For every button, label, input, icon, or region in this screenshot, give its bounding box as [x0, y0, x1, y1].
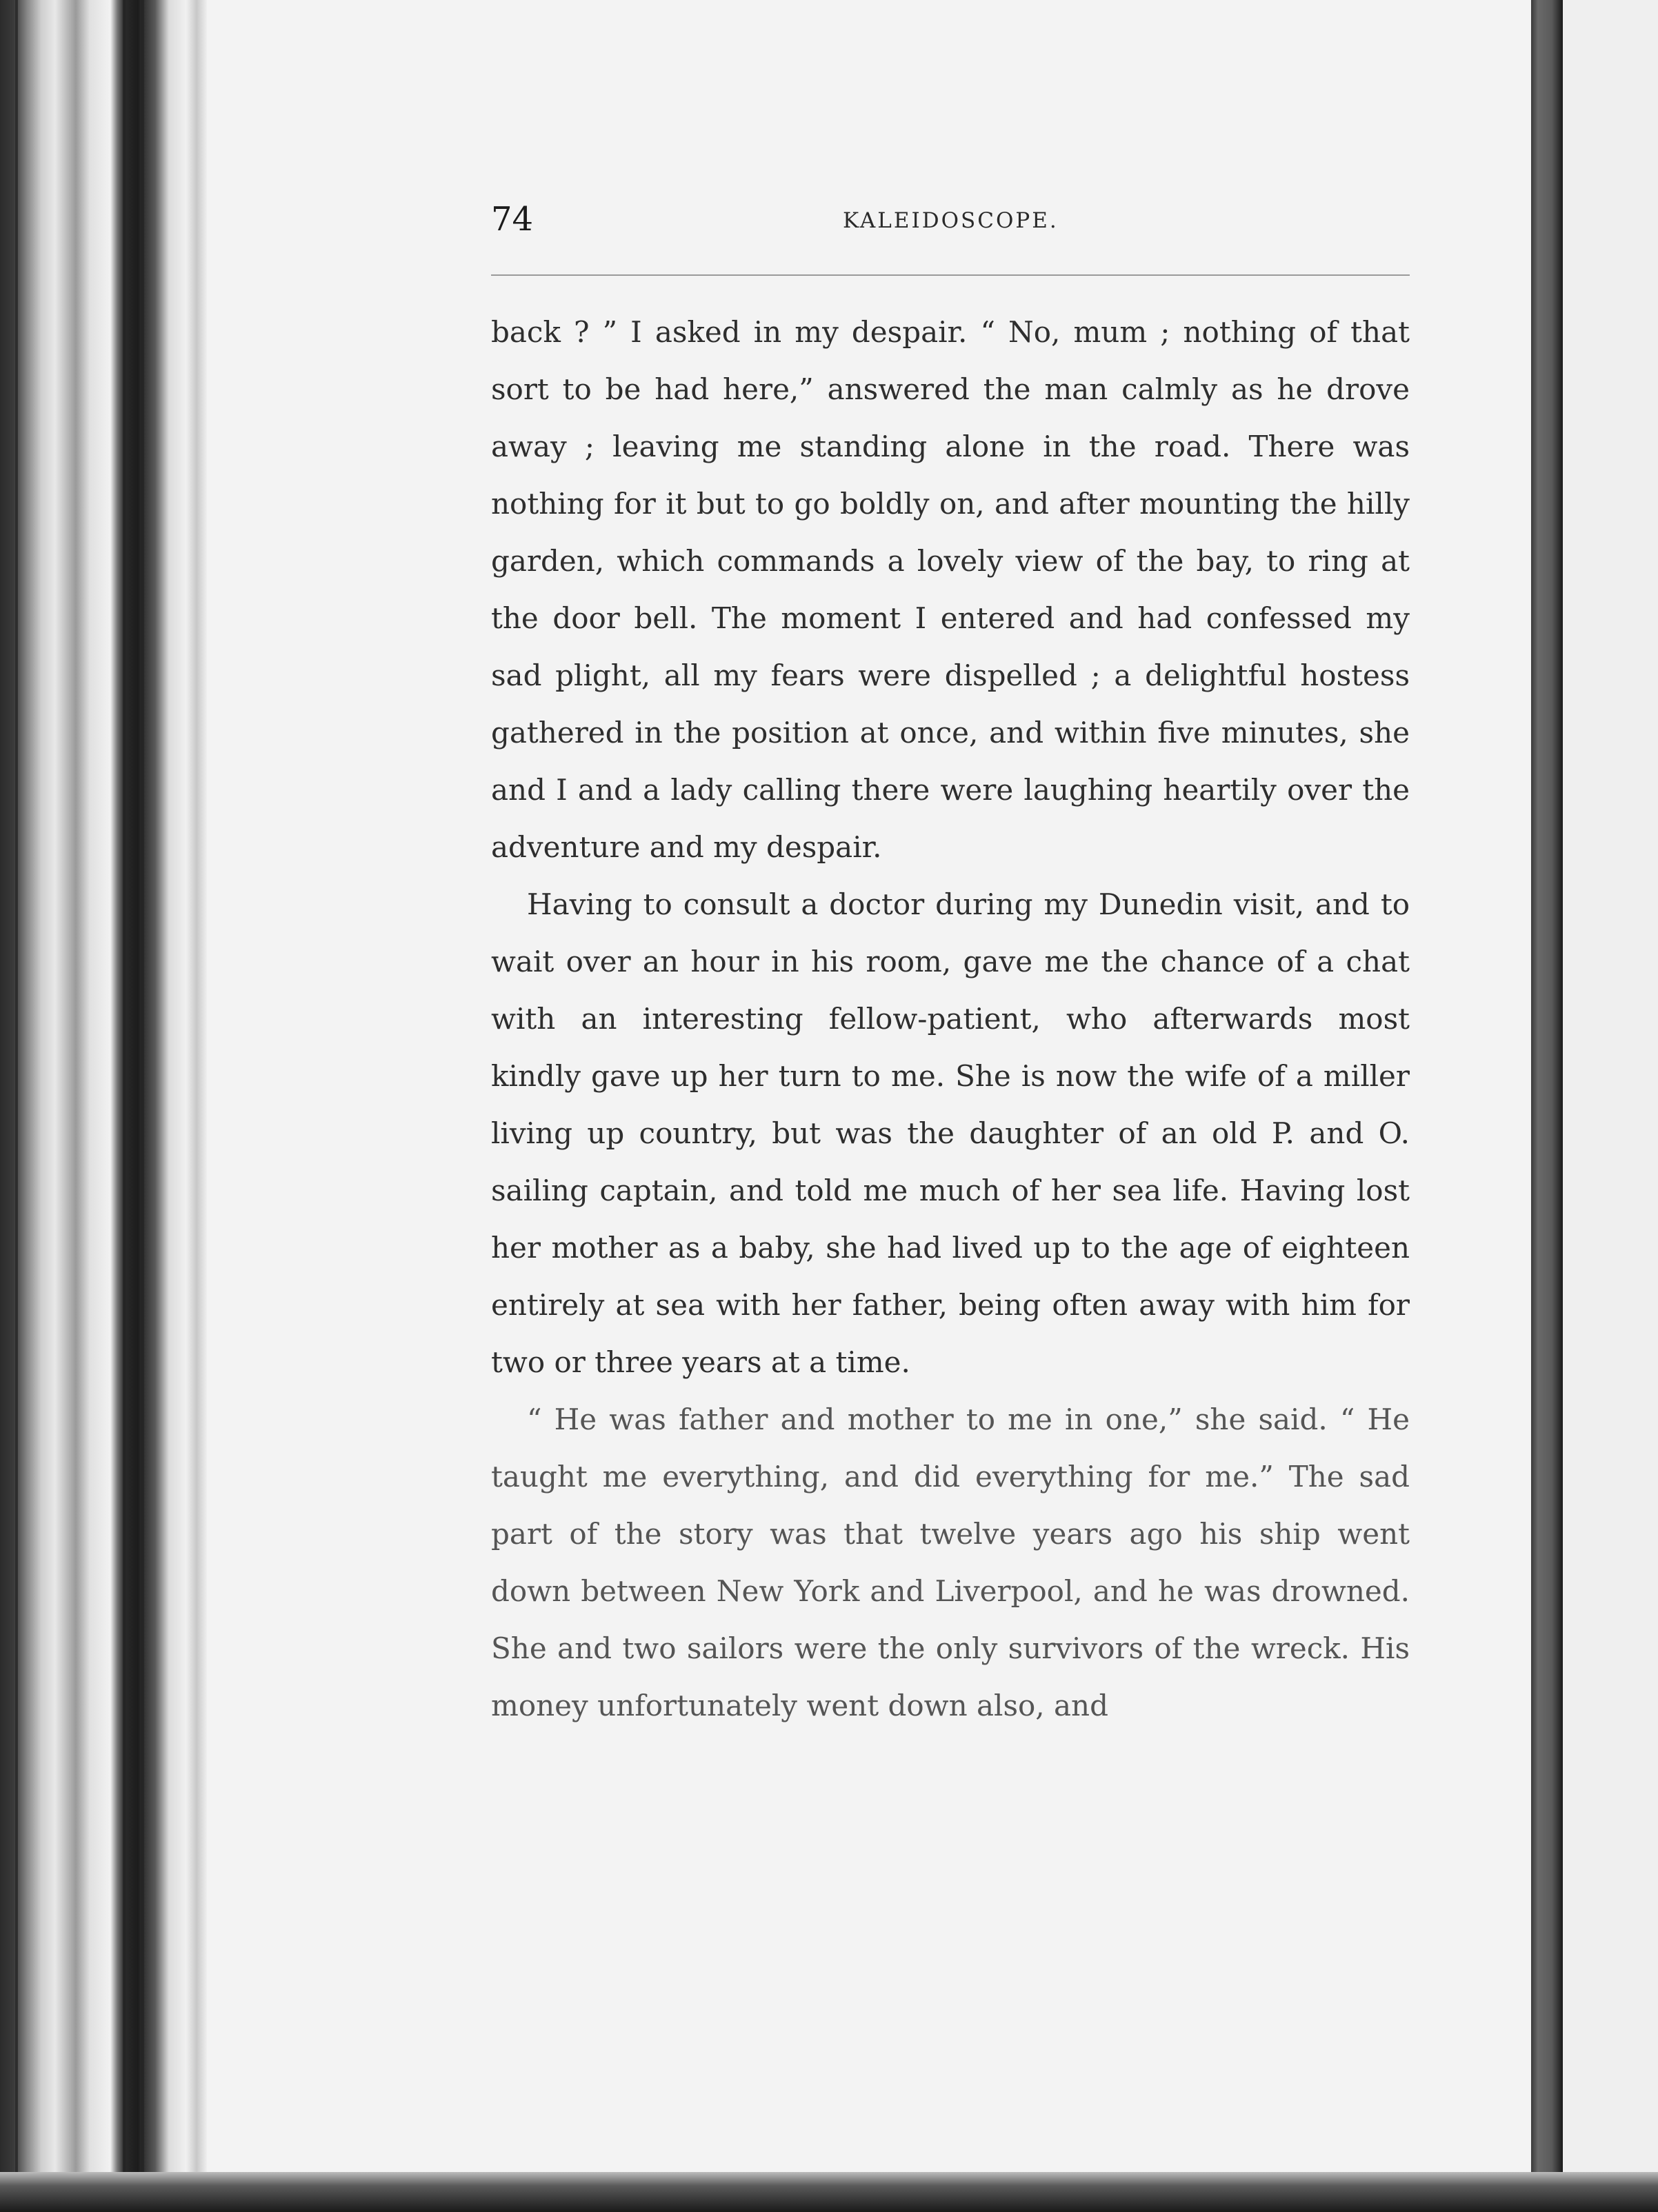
paragraph: “ He was father and mother to me in one,” she said. “ He taught me everything, and did everything for me.” The sad part of the story was that twelve years ago his ship went down between New York and Liverpool, and he was drowned. She and two sailors were the only survivors of the wreck. His money unfortunately went down also, and	[491, 1402, 1410, 1722]
binding-edge-line	[123, 0, 126, 2212]
page-header	[491, 200, 1410, 255]
binding-edge-line	[15, 0, 18, 2212]
page-bottom-shadow	[0, 2172, 1658, 2212]
running-title: KALEIDOSCOPE.	[843, 208, 1059, 233]
binding-edge-line	[141, 0, 144, 2212]
facing-page-margin	[1563, 0, 1658, 2172]
paragraph: back ? ” I asked in my despair. “ No, mum ; nothing of that sort to be had here,” answered the man calmly as he drove away ; leaving me standing alone in the road. There was nothing for it but to go boldly on, and after mounting the hilly garden, which commands a lovely view of the bay, to ring at the door bell. The moment I entered and had confessed my sad plight, all my fears were dispelled ; a delightful hostess gathered in the position at once, and within five minutes, she and I and a lady calling there were laughing heartily over the adventure and my despair.	[491, 315, 1410, 864]
paragraph: Having to consult a doctor during my Dunedin visit, and to wait over an hour in his room, gave me the chance of a chat with an interesting fellow-patient, who afterwards most kindly gave up her turn to me. She is now the wife of a miller living up country, but was the daughter of an old P. and O. sailing captain, and told me much of her sea life. Having lost her mother as a baby, she had lived up to the age of eighteen entirely at sea with her father, being often away with him for two or three years at a time.	[491, 887, 1410, 1379]
header-rule	[491, 274, 1410, 276]
body-text	[491, 303, 1410, 1734]
book-binding-gutter	[0, 0, 207, 2212]
page-number: 74	[491, 200, 534, 239]
page-right-edge	[1531, 0, 1563, 2212]
